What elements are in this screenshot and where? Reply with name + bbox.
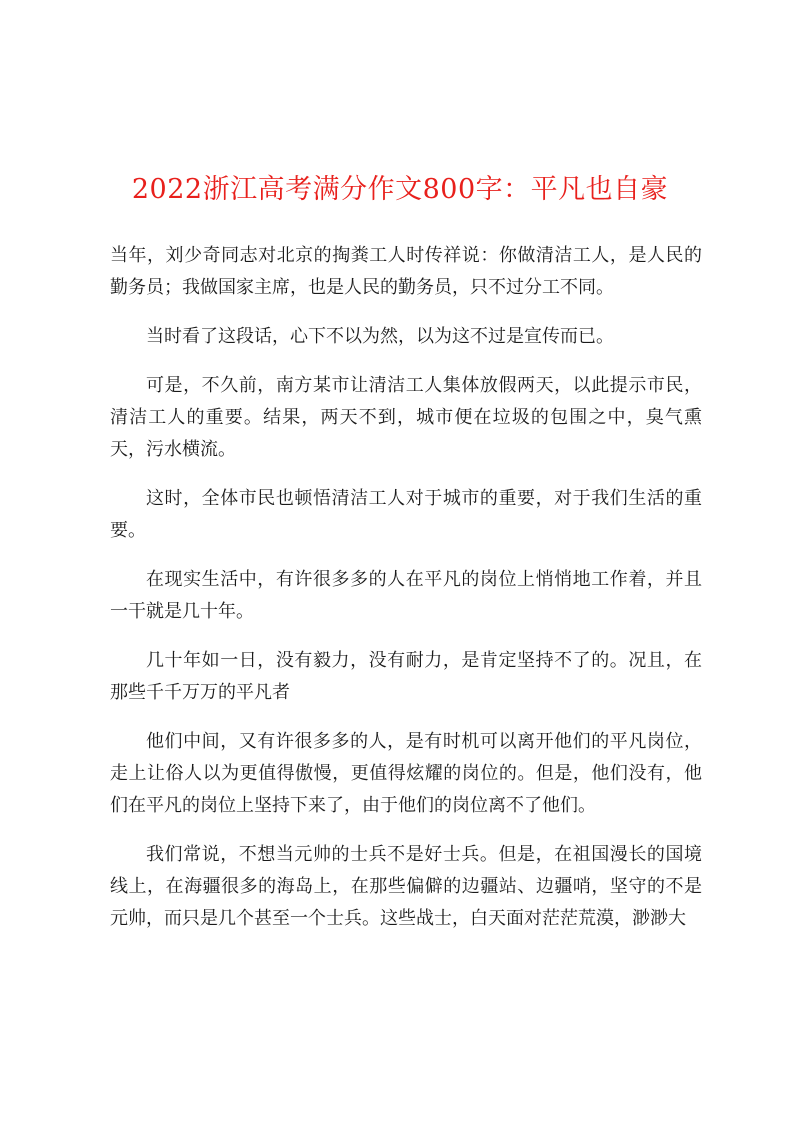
paragraph-5: 在现实生活中，有许很多多的人在平凡的岗位上悄悄地工作着，并且一干就是几十年。 [110,569,702,622]
paragraph-2: 当时看了这段话，心下不以为然，以为这不过是宣传而已。 [146,326,614,347]
paragraph-3: 可是，不久前，南方某市让清洁工人集体放假两天，以此提示市民，清洁工人的重要。结果，两天不到，城市便在垃圾的包围之中，臭气熏天，污水横流。 [110,375,702,460]
paragraph-6: 几十年如一日，没有毅力，没有耐力，是肯定坚持不了的。况且，在那些千千万万的平凡者 [110,650,702,703]
paragraph-8: 我们常说，不想当元帅的士兵不是好士兵。但是，在祖国漫长的国境线上，在海疆很多的海岛上，在那些偏僻的边疆站、边疆哨，坚守的不是元帅，而只是几个甚至一个士兵。这些战士，白天面对茫茫荒漠，渺渺大 [110,844,702,929]
paragraph-1: 当年，刘少奇同志对北京的掏粪工人时传祥说：你做清洁工人，是人民的勤务员；我做国家主席，也是人民的勤务员，只不过分工不同。 [110,245,702,298]
paragraph-7: 他们中间，又有许很多多的人，是有时机可以离开他们的平凡岗位，走上让俗人以为更值得傲慢，更值得炫耀的岗位的。但是，他们没有，他们在平凡的岗位上坚持下来了，由于他们的岗位离不了他们。 [110,731,702,816]
document-body [110,240,702,952]
document-title: 2022浙江高考满分作文800字：平凡也自豪 [131,174,669,205]
paragraph-4: 这时，全体市民也顿悟清洁工人对于城市的重要，对于我们生活的重要。 [110,488,702,541]
